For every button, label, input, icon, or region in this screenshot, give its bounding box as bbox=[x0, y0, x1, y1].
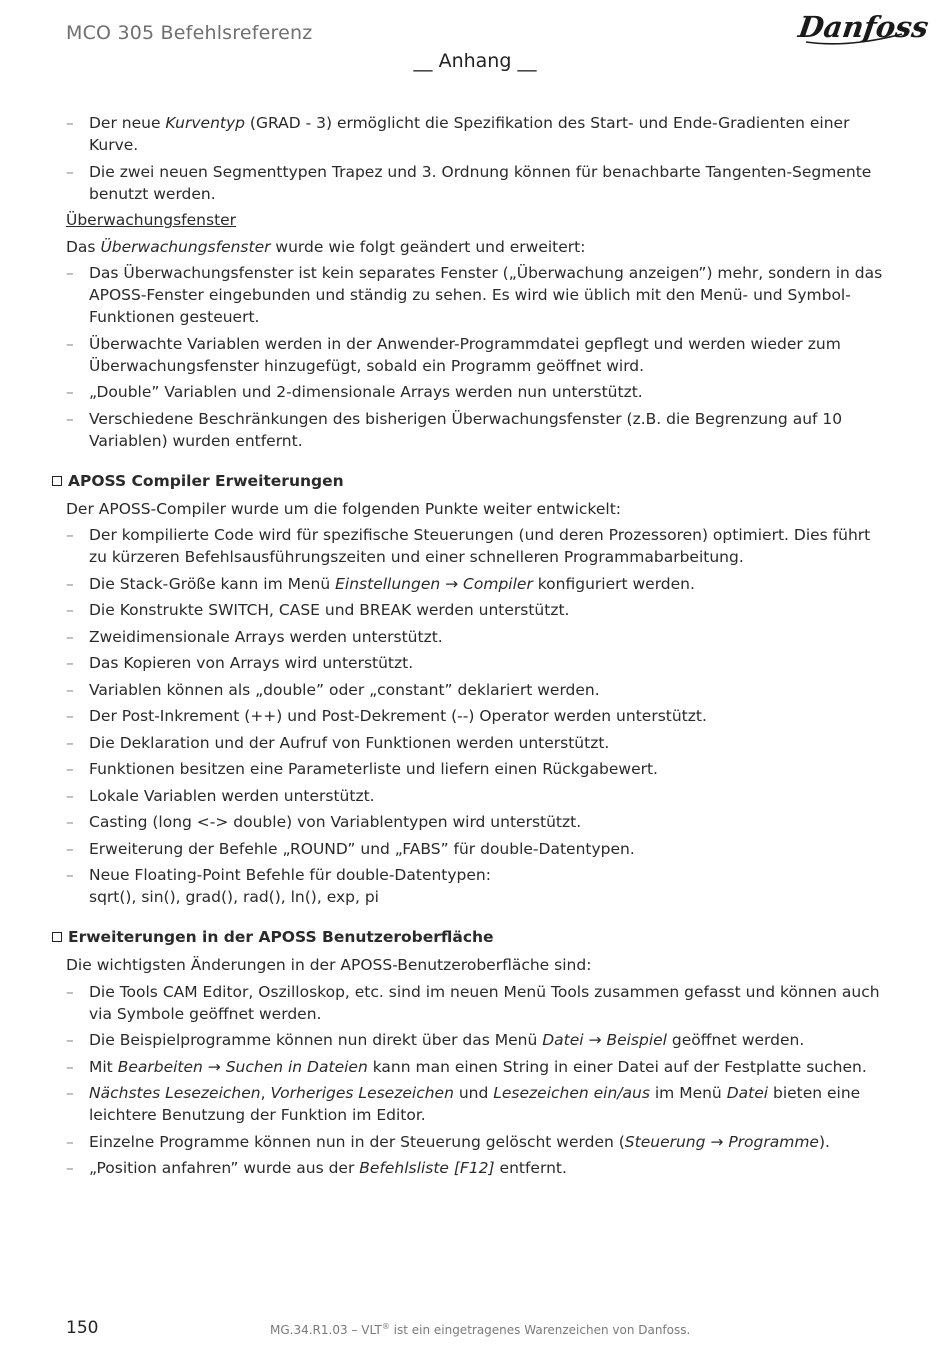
text-run: konfiguriert werden. bbox=[532, 574, 695, 593]
list-item bbox=[66, 652, 890, 674]
compiler-heading-text: APOSS Compiler Erweiterungen bbox=[68, 471, 344, 490]
text-run: Das Kopieren von Arrays wird unterstützt. bbox=[89, 654, 414, 672]
text-run: Verschiedene Beschränkungen des bisherigen Überwachungsfenster (z.B. die Begrenzung auf 10 Variablen) wurden entfernt. bbox=[89, 409, 843, 450]
italic-term: Vorheriges Lesezeichen bbox=[270, 1084, 454, 1102]
checkbox-square-icon bbox=[52, 476, 62, 486]
text-run: Die zwei neuen Segmenttypen Trapez und 3. Ordnung können für benachbarte Tangenten-Segmente benutzt werden. bbox=[89, 162, 872, 203]
checkbox-square-icon bbox=[52, 932, 62, 942]
dash-bullet-icon: – bbox=[66, 409, 74, 428]
dash-bullet-icon: – bbox=[66, 334, 74, 353]
text-run: Der neue bbox=[89, 114, 166, 132]
list-item bbox=[66, 732, 890, 754]
list-item bbox=[66, 811, 890, 833]
footer-text-start: MG.34.R1.03 – VLT bbox=[270, 1323, 382, 1337]
text-run: , bbox=[260, 1084, 271, 1102]
text-run: und bbox=[453, 1084, 494, 1102]
dash-bullet-icon: – bbox=[66, 574, 74, 593]
dash-bullet-icon: – bbox=[66, 813, 74, 831]
italic-term: Datei bbox=[542, 1031, 584, 1049]
dash-bullet-icon: – bbox=[66, 760, 74, 778]
menu-arrow-icon: → bbox=[202, 1057, 226, 1076]
list-item bbox=[66, 626, 890, 648]
menu-arrow-icon: → bbox=[440, 574, 464, 593]
text-run: Die Deklaration und der Aufruf von Funktionen werden unterstützt. bbox=[89, 733, 610, 752]
dash-bullet-icon: – bbox=[66, 786, 74, 805]
list-item bbox=[66, 599, 890, 621]
italic-term: Steuerung bbox=[624, 1132, 706, 1151]
page-number: 150 bbox=[66, 1318, 99, 1338]
list-item bbox=[66, 1029, 890, 1051]
document-title: MCO 305 Befehlsreferenz bbox=[66, 22, 313, 44]
text-run: sqrt(), sin(), grad(), rad(), ln(), exp, pi bbox=[89, 888, 379, 906]
text-run: geöffnet werden. bbox=[666, 1031, 805, 1049]
text-run: im Menü bbox=[649, 1084, 727, 1102]
ui-list bbox=[66, 981, 890, 1180]
text-run: kann man einen String in einer Datei auf der Festplatte suchen. bbox=[367, 1057, 867, 1076]
dash-bullet-icon: – bbox=[66, 1132, 74, 1151]
list-item bbox=[66, 262, 890, 328]
danfoss-logo bbox=[796, 4, 931, 48]
dash-bullet-icon: – bbox=[66, 627, 74, 646]
dash-bullet-icon: – bbox=[66, 654, 74, 672]
text-run: entfernt. bbox=[494, 1159, 567, 1177]
registered-mark: ® bbox=[381, 1322, 390, 1331]
dash-bullet-icon: – bbox=[66, 680, 74, 699]
list-item bbox=[66, 705, 890, 727]
text-run: Funktionen besitzen eine Parameterliste und liefern einen Rückgabewert. bbox=[89, 760, 658, 778]
text-run: Das Überwachungsfenster ist kein separates Fenster („Überwachung anzeigen”) mehr, sondern in das APOSS-Fenster eingebunden und ständig zu sehen. Es wird wie üblich mit den Menü- und Symbol-Funktionen gesteuert. bbox=[89, 264, 883, 326]
italic-term: Einstellungen bbox=[335, 574, 441, 593]
list-item bbox=[66, 408, 890, 452]
italic-term: Bearbeiten bbox=[117, 1057, 203, 1076]
dash-bullet-icon: – bbox=[66, 162, 74, 181]
dash-bullet-icon: – bbox=[66, 707, 74, 725]
text-run: Die Beispielprogramme können nun direkt über das Menü bbox=[89, 1031, 543, 1049]
text-run: ). bbox=[818, 1132, 830, 1151]
watch-window-subheading: Überwachungsfenster bbox=[66, 211, 237, 229]
italic-term: Programme bbox=[728, 1132, 819, 1151]
text-run: Der kompilierte Code wird für spezifische Steuerungen (und deren Prozessoren) optimiert. Dies führt zu kürzeren Befehlsausführungszeiten und einer schnelleren Programmabarbeitung. bbox=[89, 526, 871, 566]
text-run: Die Stack-Größe kann im Menü bbox=[89, 574, 336, 593]
text-run: Erweiterung der Befehle „ROUND” und „FABS” für double-Datentypen. bbox=[89, 839, 635, 858]
dash-bullet-icon: – bbox=[66, 601, 74, 619]
text-run: bieten eine leichtere Benutzung der Funktion im Editor. bbox=[89, 1084, 861, 1124]
italic-term: Überwachungsfenster bbox=[100, 237, 271, 256]
compiler-intro bbox=[66, 498, 890, 520]
list-item bbox=[66, 785, 890, 807]
ui-intro bbox=[66, 954, 890, 976]
italic-term: Lesezeichen ein/aus bbox=[493, 1084, 650, 1102]
dash-bullet-icon: – bbox=[66, 114, 74, 132]
dash-bullet-icon: – bbox=[66, 1084, 74, 1102]
list-item bbox=[66, 864, 890, 908]
footer-text-end: ist ein eingetragenes Warenzeichen von Danfoss. bbox=[389, 1323, 691, 1337]
italic-term: Nächstes Lesezeichen bbox=[89, 1084, 261, 1102]
dash-bullet-icon: – bbox=[66, 733, 74, 752]
list-item bbox=[66, 1157, 890, 1179]
menu-arrow-icon: → bbox=[583, 1031, 607, 1049]
text-run: Variablen können als „double” oder „constant” deklariert werden. bbox=[89, 680, 600, 699]
text-run: Der APOSS-Compiler wurde um die folgenden Punkte weiter entwickelt: bbox=[66, 499, 621, 518]
italic-term: Compiler bbox=[463, 574, 533, 593]
italic-term: Beispiel bbox=[606, 1031, 667, 1049]
list-item bbox=[66, 333, 890, 377]
text-run: Die wichtigsten Änderungen in der APOSS-Benutzeroberfläche sind: bbox=[66, 956, 592, 974]
footer-trademark bbox=[270, 1323, 690, 1337]
text-run: Lokale Variablen werden unterstützt. bbox=[89, 786, 375, 805]
text-run: Casting (long <-> double) von Variablentypen wird unterstützt. bbox=[89, 813, 582, 831]
section-title: __ Anhang __ bbox=[413, 50, 537, 72]
list-item bbox=[66, 838, 890, 860]
ui-heading-text: Erweiterungen in der APOSS Benutzeroberfläche bbox=[68, 928, 494, 946]
list-item bbox=[66, 112, 890, 156]
dash-bullet-icon: – bbox=[66, 866, 74, 884]
dash-bullet-icon: – bbox=[66, 1057, 74, 1076]
list-item bbox=[66, 1131, 890, 1153]
dash-bullet-icon: – bbox=[66, 383, 74, 401]
list-item bbox=[66, 981, 890, 1025]
text-run: „Double” Variablen und 2-dimensionale Arrays werden nun unterstützt. bbox=[89, 383, 643, 401]
italic-term: Befehlsliste [F12] bbox=[359, 1159, 495, 1177]
ui-heading bbox=[52, 926, 890, 948]
text-run: Die Tools CAM Editor, Oszilloskop, etc. sind im neuen Menü Tools zusammen gefasst und können auch via Symbole geöffnet werden. bbox=[89, 982, 880, 1023]
list-item bbox=[66, 679, 890, 701]
dash-bullet-icon: – bbox=[66, 839, 74, 858]
text-run: Mit bbox=[89, 1057, 118, 1076]
text-run: Das bbox=[66, 237, 101, 256]
text-run: Überwachte Variablen werden in der Anwender-Programmdatei gepflegt und werden wieder zum Überwachungsfenster hinzugefügt, sobald ein Programm geöffnet wird. bbox=[89, 334, 841, 375]
italic-term: Suchen in Dateien bbox=[225, 1057, 368, 1076]
list-item bbox=[66, 758, 890, 780]
text-run: Zweidimensionale Arrays werden unterstützt. bbox=[89, 627, 443, 646]
list-item bbox=[66, 1082, 890, 1126]
text-run: Einzelne Programme können nun in der Steuerung gelöscht werden ( bbox=[89, 1132, 625, 1151]
list-item bbox=[66, 161, 890, 205]
menu-arrow-icon: → bbox=[705, 1132, 729, 1151]
dash-bullet-icon: – bbox=[66, 1159, 74, 1177]
dash-bullet-icon: – bbox=[66, 526, 74, 544]
list-item bbox=[66, 573, 890, 595]
watch-window-list bbox=[66, 262, 890, 452]
text-run: Neue Floating-Point Befehle für double-Datentypen: bbox=[89, 866, 491, 884]
text-run: „Position anfahren” wurde aus der bbox=[89, 1159, 360, 1177]
list-item bbox=[66, 381, 890, 403]
list-item bbox=[66, 1056, 890, 1078]
text-run: wurde wie folgt geändert und erweitert: bbox=[270, 237, 586, 256]
dash-bullet-icon: – bbox=[66, 1031, 74, 1049]
page-content bbox=[66, 112, 890, 1184]
italic-term: Kurventyp bbox=[165, 114, 245, 132]
dash-bullet-icon: – bbox=[66, 982, 74, 1001]
text-run: Der Post-Inkrement (++) und Post-Dekrement (--) Operator werden unterstützt. bbox=[89, 707, 707, 725]
logo-wordmark: Danfoss bbox=[796, 10, 931, 44]
italic-term: Datei bbox=[726, 1084, 769, 1102]
watch-window-intro bbox=[66, 236, 890, 258]
dash-bullet-icon: – bbox=[66, 264, 74, 282]
intro-list bbox=[66, 112, 890, 205]
compiler-list bbox=[66, 524, 890, 908]
list-item bbox=[66, 524, 890, 568]
text-run: (GRAD - 3) ermöglicht die Spezifikation des Start- und Ende-Gradienten einer Kurve. bbox=[89, 114, 850, 154]
text-run: Die Konstrukte SWITCH, CASE und BREAK werden unterstützt. bbox=[89, 601, 570, 619]
compiler-heading bbox=[52, 470, 890, 492]
